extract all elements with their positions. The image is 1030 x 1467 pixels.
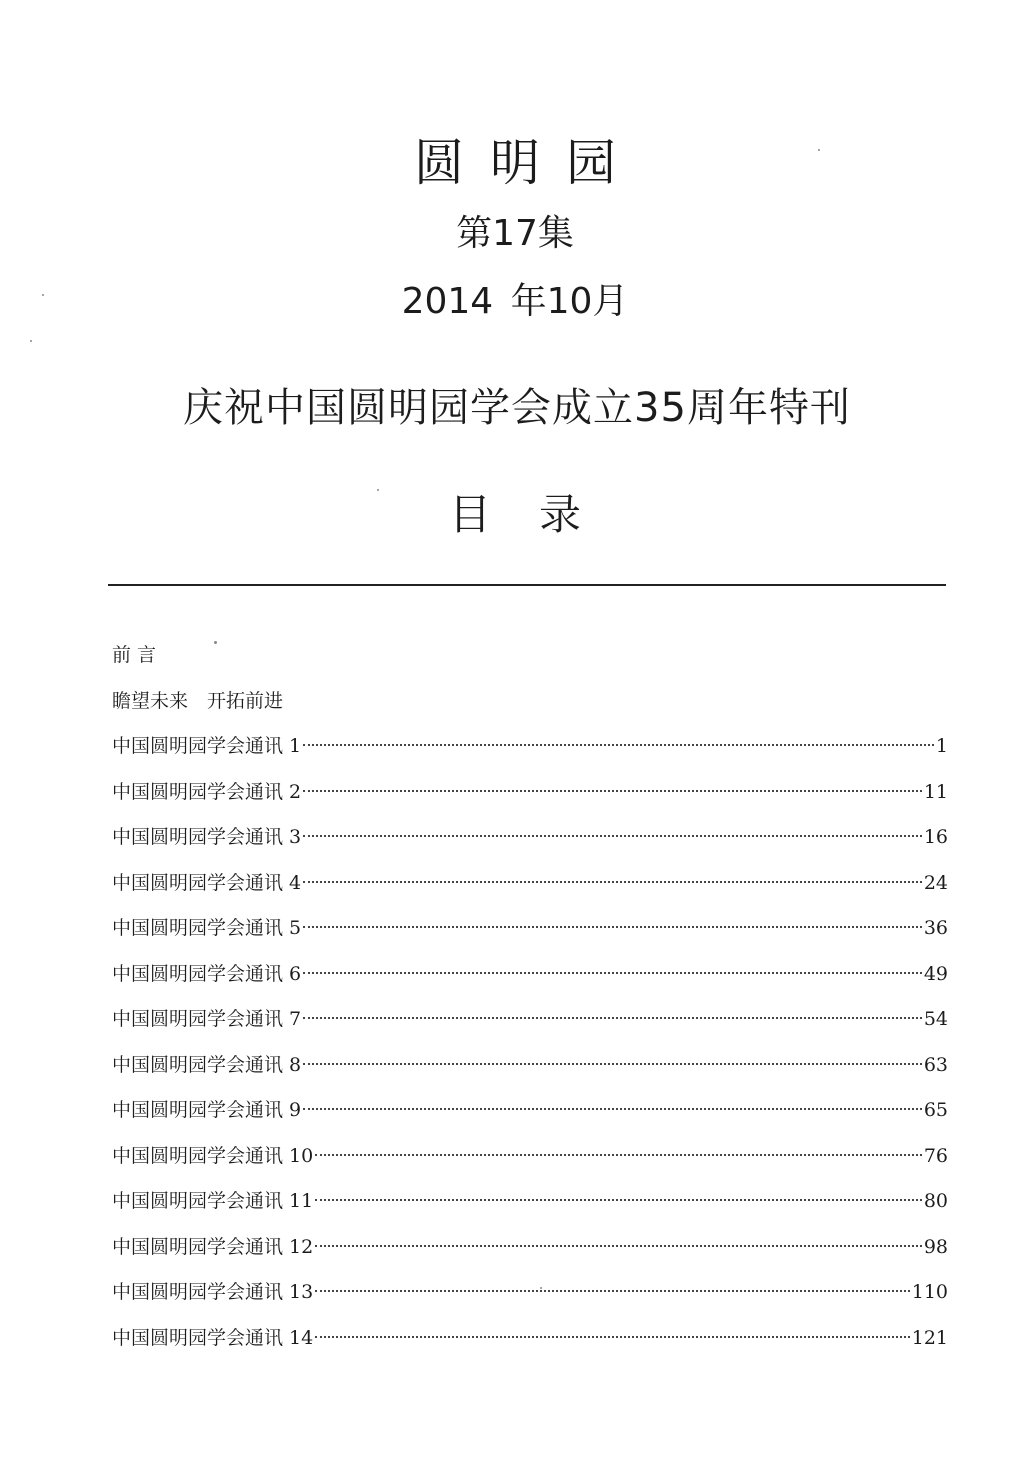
toc-leader-dots xyxy=(303,972,922,974)
toc-intro-preface[interactable] xyxy=(112,640,948,686)
toc-entry-list xyxy=(112,731,948,1368)
toc-entry-title: 中国圆明园学会通讯 7 xyxy=(112,1008,302,1030)
issue-date: 2014 年10月 xyxy=(401,281,629,322)
toc-intro-article[interactable] xyxy=(112,686,948,732)
toc-entry-title: 中国圆明园学会通讯 12 xyxy=(112,1235,314,1258)
toc-entry-page-number: 24 xyxy=(923,871,948,894)
toc-entry-page-number: 80 xyxy=(923,1190,948,1212)
toc-entry-page-number: 98 xyxy=(923,1235,948,1258)
special-issue-title: 庆祝中国圆明园学会成立35周年特刊 xyxy=(183,385,851,431)
toc-entry-title: 中国圆明园学会通讯 10 xyxy=(112,1144,314,1167)
toc-leader-dots xyxy=(315,1290,910,1292)
toc-entry[interactable] xyxy=(112,1232,948,1278)
scan-speck xyxy=(30,340,32,342)
toc-leader-dots xyxy=(303,1017,922,1019)
toc-entry-page-number: 54 xyxy=(923,1008,948,1030)
toc-entry[interactable] xyxy=(112,959,948,1005)
toc-leader-dots xyxy=(303,790,922,792)
toc-entry-page-number: 121 xyxy=(911,1326,948,1349)
toc-entry-page-number: 36 xyxy=(923,917,948,939)
toc-leader-dots xyxy=(303,1108,922,1110)
toc-entry-title: 中国圆明园学会通讯 11 xyxy=(112,1190,314,1212)
toc-entry[interactable] xyxy=(112,1050,948,1096)
toc-entry[interactable] xyxy=(112,1095,948,1141)
toc-entry-page-number: 49 xyxy=(923,962,948,985)
toc-entry-page-number: 63 xyxy=(923,1053,948,1076)
toc-entry-page-number: 11 xyxy=(923,780,948,803)
toc-entry-title: 中国圆明园学会通讯 13 xyxy=(112,1281,314,1303)
toc-entry[interactable] xyxy=(112,913,948,959)
toc-entry[interactable] xyxy=(112,1141,948,1187)
toc-entry-title: 中国圆明园学会通讯 8 xyxy=(112,1053,302,1076)
toc-entry-page-number: 16 xyxy=(923,826,948,848)
toc-entry-page-number: 110 xyxy=(911,1281,948,1303)
volume-number: 第17集 xyxy=(456,213,574,254)
toc-entry-title: 中国圆明园学会通讯 4 xyxy=(112,871,302,894)
toc-entry-title: 中国圆明园学会通讯 14 xyxy=(112,1326,314,1349)
toc-entry-title: 中国圆明园学会通讯 2 xyxy=(112,780,302,803)
toc-entry[interactable] xyxy=(112,1277,948,1323)
toc-leader-dots xyxy=(303,881,922,883)
toc-entry-title: 中国圆明园学会通讯 5 xyxy=(112,917,302,939)
toc-intro-title: 瞻望未来 开拓前进 xyxy=(112,689,284,712)
toc-leader-dots xyxy=(315,1245,922,1247)
toc-entry-title: 中国圆明园学会通讯 9 xyxy=(112,1099,302,1121)
toc-leader-dots xyxy=(315,1199,922,1201)
toc-leader-dots xyxy=(303,744,934,746)
toc-entry-page-number: 76 xyxy=(923,1144,948,1167)
toc-entry[interactable] xyxy=(112,868,948,914)
scan-speck xyxy=(818,149,820,151)
toc-leader-dots xyxy=(303,1063,922,1065)
toc-entry-page-number: 1 xyxy=(935,735,948,757)
toc-heading: 目录 xyxy=(448,490,629,539)
toc-intro-title: 前 言 xyxy=(112,644,157,666)
toc-leader-dots xyxy=(315,1154,922,1156)
scan-speck xyxy=(377,489,379,491)
toc-entry[interactable] xyxy=(112,731,948,777)
toc-leader-dots xyxy=(315,1336,910,1338)
scan-speck xyxy=(214,641,217,644)
scan-speck xyxy=(42,294,44,296)
toc-entry[interactable] xyxy=(112,1186,948,1232)
toc-entry[interactable] xyxy=(112,777,948,823)
scan-speck xyxy=(540,1287,542,1289)
toc-entry-title: 中国圆明园学会通讯 6 xyxy=(112,962,302,985)
toc-entry[interactable] xyxy=(112,1323,948,1369)
toc-leader-dots xyxy=(303,835,922,837)
table-of-contents xyxy=(112,640,948,1368)
publication-title: 圆明园 xyxy=(414,134,642,192)
toc-entry-page-number: 65 xyxy=(923,1099,948,1121)
toc-entry-title: 中国圆明园学会通讯 3 xyxy=(112,826,302,848)
toc-entry-title: 中国圆明园学会通讯 1 xyxy=(112,735,302,757)
toc-entry[interactable] xyxy=(112,1004,948,1050)
heading-divider xyxy=(108,584,946,586)
toc-entry[interactable] xyxy=(112,822,948,868)
toc-leader-dots xyxy=(303,926,922,928)
